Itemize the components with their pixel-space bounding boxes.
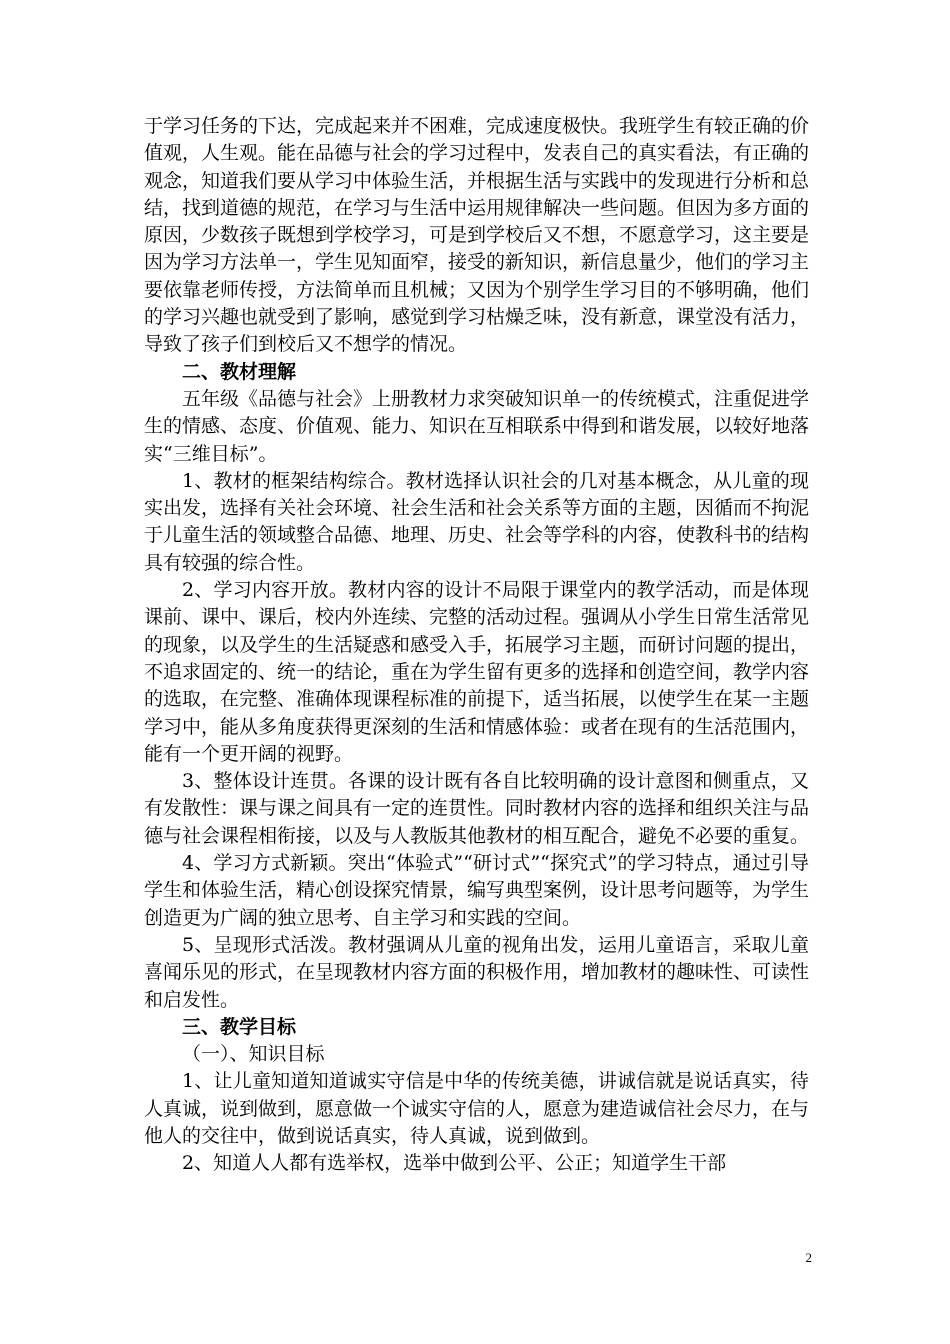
body-paragraph-point-5: 5、呈现形式活泼。教材强调从儿童的视角出发，运用儿童语言，采取儿童喜闻乐见的形式，在呈现教材内容方面的积极作用，增加教材的趣味性、可读性和启发性。	[144, 933, 810, 1011]
section-heading-teaching-goals: 三、教学目标	[182, 1015, 297, 1038]
page-number: 2	[805, 1250, 812, 1265]
body-paragraph-point-4: 4、学习方式新颖。突出“体验式”“研讨式”“探究式”的学习特点，通过引导学生和体验生活，精心创设探究情景，编写典型案例，设计思考问题等，为学生创造更为广阔的独立思考、自主学习和实践的空间。	[144, 852, 810, 929]
body-paragraph-textbook-overview: 五年级《品德与社会》上册教材力求突破知识单一的传统模式，注重促进学生的情感、态度、价值观、能力、知识在互相联系中得到和谐发展，以较好地落实“三维目标”。	[144, 387, 810, 465]
body-paragraph-goal-2: 2、知道人人都有选举权，选举中做到公平、公正；知道学生干部	[182, 1152, 727, 1175]
body-paragraph-point-3: 3、整体设计连贯。各课的设计既有各自比较明确的设计意图和侧重点，又有发散性：课与课之间具有一定的连贯性。同时教材内容的选择和组织关注与品德与社会课程相衔接，以及与人教版其他教材的相互配合，避免不必要的重复。	[144, 770, 810, 847]
body-paragraph-point-2: 2、学习内容开放。教材内容的设计不局限于课堂内的教学活动，而是体现课前、课中、课后，校内外连续、完整的活动过程。强调从小学生日常生活常见的现象，以及学生的生活疑惑和感受入手，拓展学习主题，而研讨问题的提出，不追求固定的、统一的结论，重在为学生留有更多的选择和创造空间，教学内容的选取，在完整、准确体现课程标准的前提下，适当拓展，以使学生在某一主题学习中，能从多角度获得更深刻的生活和情感体验：或者在现有的生活范围内，能有一个更开阔的视野。	[144, 579, 810, 765]
document-body	[144, 113, 809, 1178]
section-heading-textbook-understanding: 二、教材理解	[182, 360, 297, 383]
body-paragraph-intro: 于学习任务的下达，完成起来并不困难，完成速度极快。我班学生有较正确的价值观，人生观。能在品德与社会的学习过程中，发表自己的真实看法，有正确的观念，知道我们要从学习中体验生活，并根据生活与实践中的发现进行分析和总结，找到道德的规范，在学习与生活中运用规律解决一些问题。但因为多方面的原因，少数孩子既想到学校学习，可是到学校后又不想，不愿意学习，这主要是因为学习方法单一，学生见知面窄，接受的新知识，新信息量少，他们的学习主要依靠老师传授，方法简单而且机械；又因为个别学生学习目的不够明确，他们的学习兴趣也就受到了影响，感觉到学习枯燥乏味，没有新意，课堂没有活力，导致了孩子们到校后又不想学的情况。	[144, 115, 810, 356]
body-paragraph-point-1: 1、教材的框架结构综合。教材选择认识社会的几对基本概念，从儿童的现实出发，选择有关社会环境、社会生活和社会关系等方面的主题，因循而不拘泥于儿童生活的领域整合品德、地理、历史、社会等学科的内容，使教科书的结构具有较强的综合性。	[144, 469, 810, 574]
body-paragraph-goal-1: 1、让儿童知道知道诚实守信是中华的传统美德，讲诚信就是说话真实，待人真诚，说到做到，愿意做一个诚实守信的人，愿意为建造诚信社会尽力，在与他人的交往中，做到说话真实，待人真诚，说到做到。	[144, 1070, 810, 1147]
subsection-heading-knowledge-goals: （一）、知识目标	[182, 1043, 325, 1066]
